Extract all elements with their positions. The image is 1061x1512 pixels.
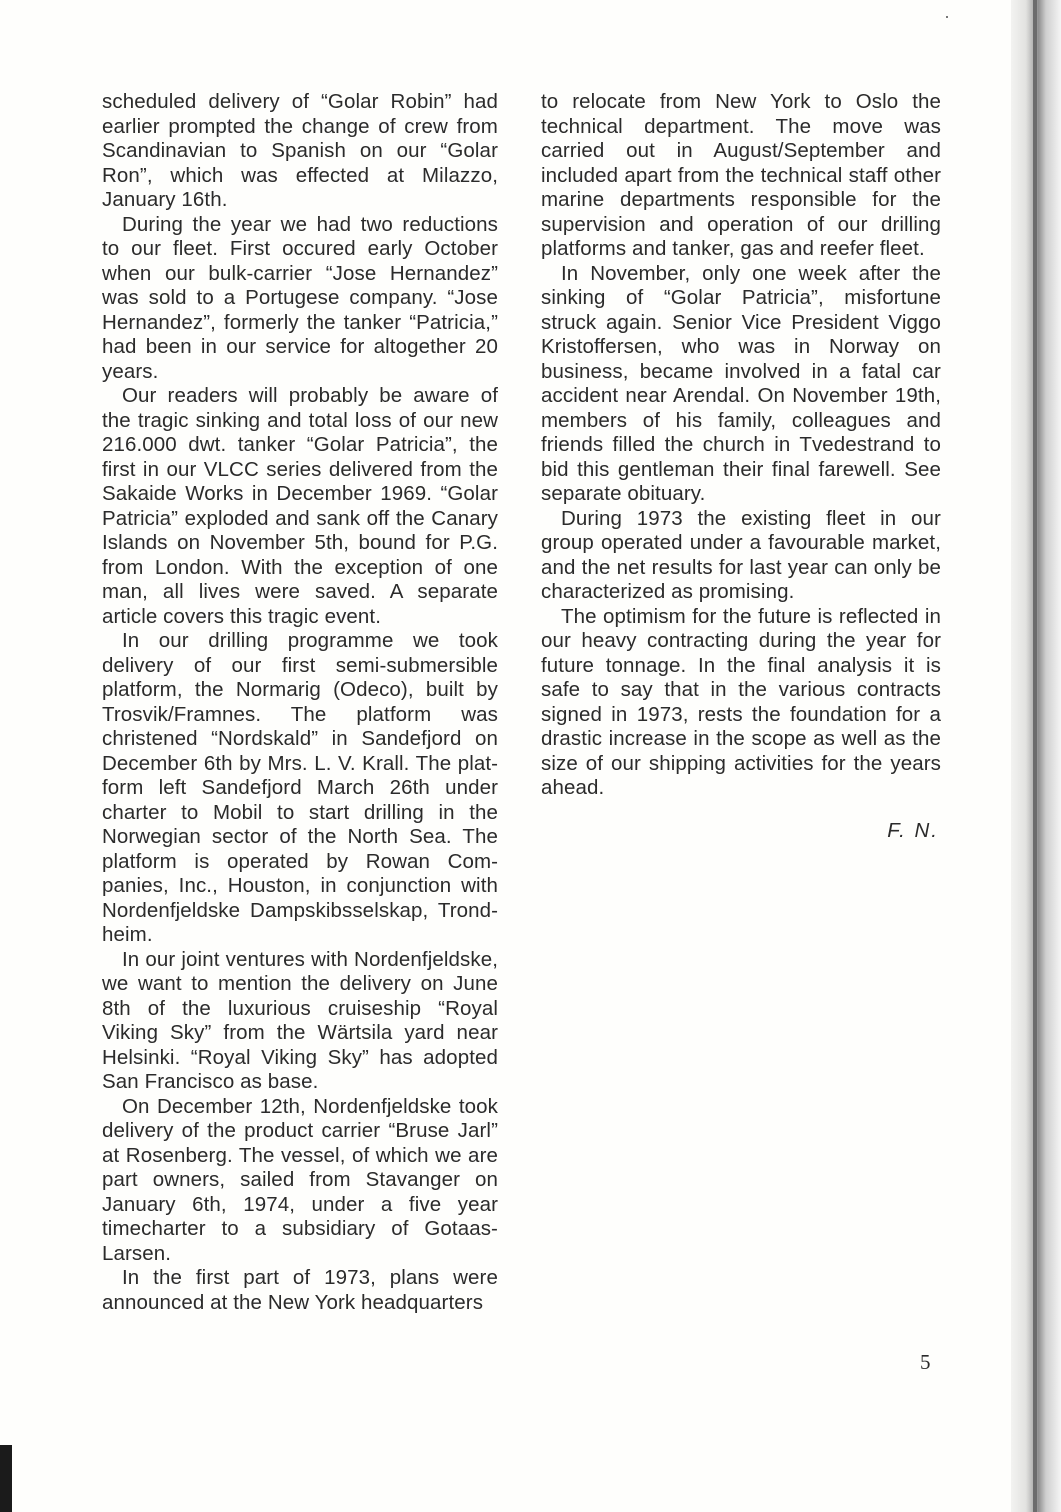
scan-edge-mark — [0, 1445, 12, 1512]
scan-speck — [946, 16, 948, 18]
paragraph: During the year we had two reductions to our fleet. First occured early October when our bulk-carrier “Jose Hernandez” was sold to a Portugese company. “Jose Hernandez”, formerly the tanker “Patricia,” had been in our service for altogether 20 years. — [102, 212, 498, 383]
scan-binding-edge — [1011, 0, 1061, 1512]
paragraph: scheduled delivery of “Golar Robin” had earlier prompted the change of crew from Scandinavian to Spanish on our “Golar Ron”, which was effected at Milazzo, January 16th. — [102, 90, 498, 211]
paragraph: to relocate from New York to Oslo the technical department. The move was carried out in August/September and included apart from the technical staff other marine departments responsible for the supervision and operation of our drilling platforms and tanker, gas and reefer fleet. — [541, 90, 941, 260]
paragraph: Our readers will probably be aware of the tragic sinking and total loss of our new 216.000 dwt. tanker “Golar Patricia”, the first in our VLCC series delivered from the Sakaide Works in December 1969. “Golar Patricia” exploded and sank off the Canary Islands on November 5th, bound for P.G. from London. With the exception of one man, all lives were saved. A separate article covers this tragic event. — [102, 384, 498, 628]
paragraph: The optimism for the future is reflected in our heavy contracting during the year for future tonnage. In the final analysis it is safe to say that in the various contracts signed in 1973, rests the foundation for a drastic increase in the scope as well as the size of our shipping activities for the years ahead. — [541, 604, 941, 799]
right-column — [541, 90, 941, 843]
paragraph: On December 12th, Nordenfjeldske took delivery of the product carrier “Bruse Jarl” at Rosenberg. The vessel, of which we are part owners, sailed from Stavanger on January 6th, 1974, under a five year timecharter to a subsidiary of Gotaas-Larsen. — [102, 1094, 498, 1265]
paragraph: In the first part of 1973, plans were announced at the New York headquarters — [102, 1266, 498, 1314]
paragraph: During 1973 the existing fleet in our group operated under a favourable market, and the net results for last year can only be characterized as promising. — [541, 506, 941, 603]
paragraph: In our joint ventures with Nordenfjeldske, we want to mention the delivery on June 8th of the luxurious cruiseship “Royal Viking Sky” from the Wärtsila yard near Helsinki. “Royal Viking Sky” has adopted San Francisco as base. — [102, 947, 498, 1093]
page-number: 5 — [920, 1350, 931, 1374]
author-initials: F. N. — [887, 818, 939, 842]
left-column — [102, 90, 498, 1315]
paragraph: In November, only one week after the sinking of “Golar Patricia”, misfortune struck again. Senior Vice President Viggo Kristoffersen, who was in Norway on business, became involved in a fatal car accident near Arendal. On November 19th, members of his family, colleagues and friends filled the church in Tvedestrand to bid this gentleman their final farewell. See separate obituary. — [541, 261, 941, 505]
paragraph: In our drilling programme we took delivery of our first semi-submersible platform, the Normarig (Odeco), built by Trosvik/Framnes. The platform was christened “Nordskald” in Sandefjord on December 6th by Mrs. L. V. Krall. The platform left Sandefjord March 26th under charter to Mobil to start drilling in the Norwegian sector of the North Sea. The platform is operated by Rowan Companies, Inc., Houston, in conjunction with Nordenfjeldske Dampskibsselskap, Trondheim. — [102, 629, 498, 946]
